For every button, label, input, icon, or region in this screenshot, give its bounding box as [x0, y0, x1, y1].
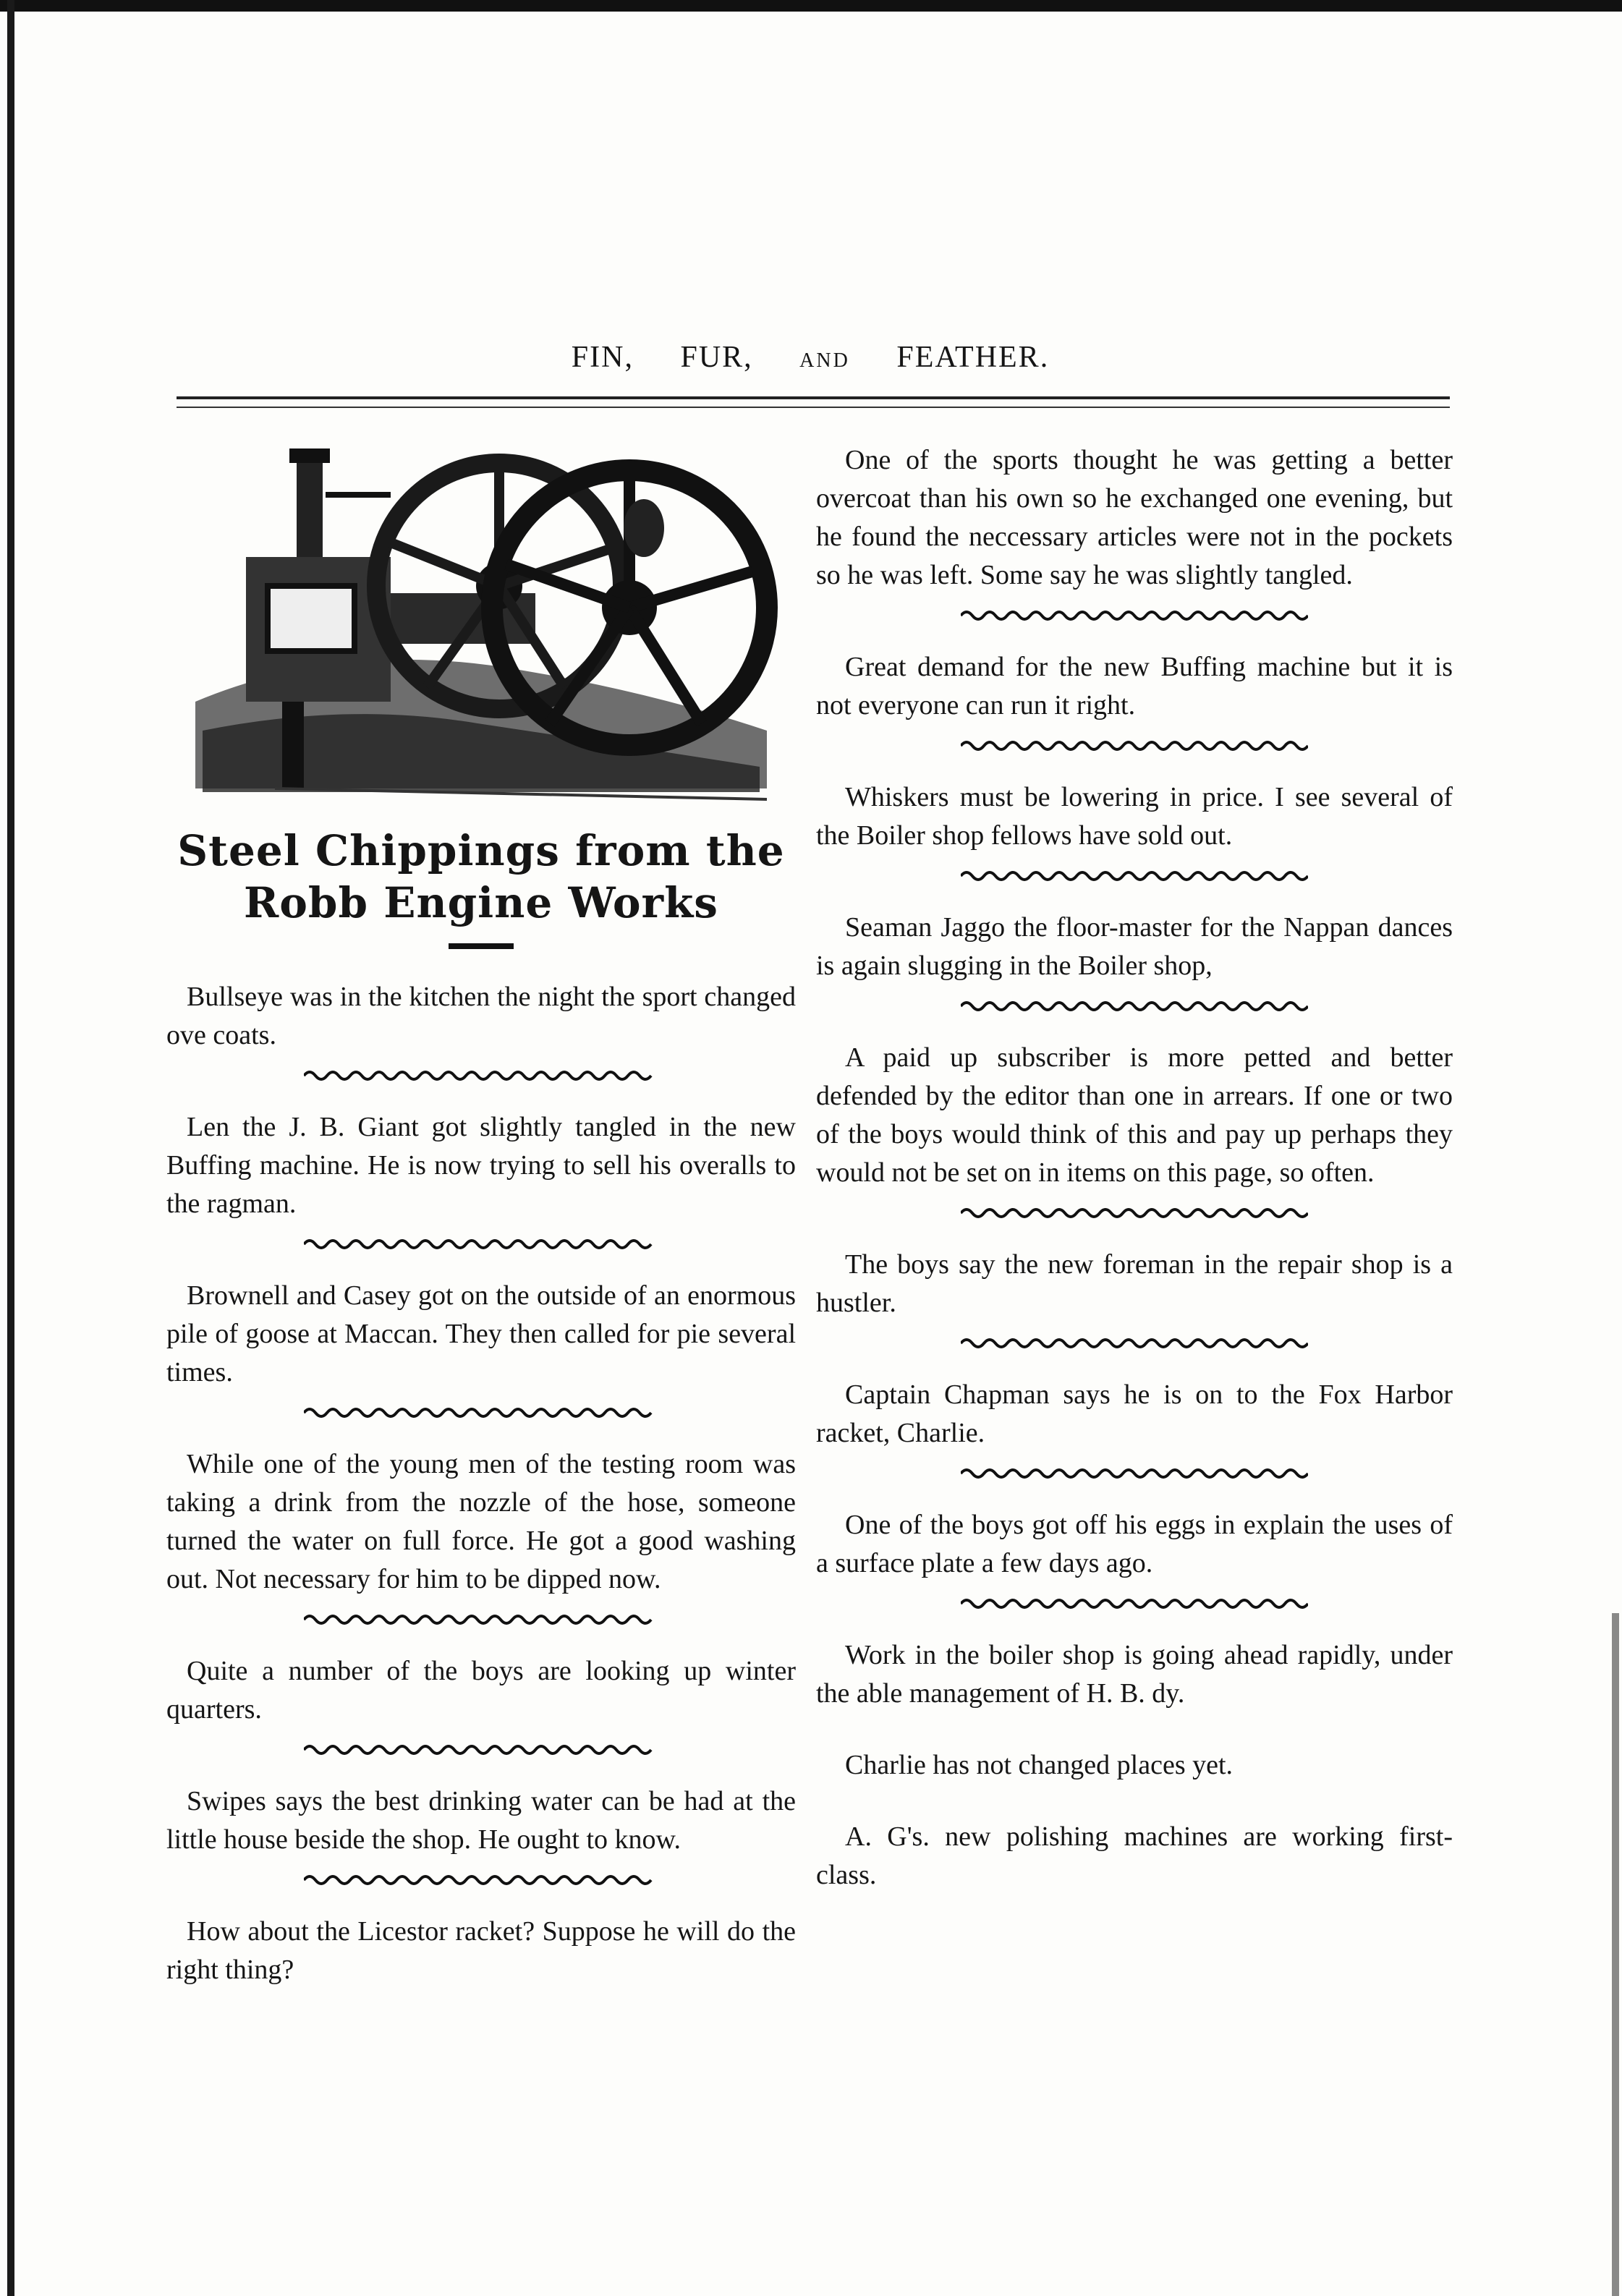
header-rule-thin — [177, 407, 1450, 408]
article-title: Steel Chippings from the Robb Engine Works — [177, 826, 785, 927]
right-item-9: Work in the boiler shop is going ahead rapidly, under the able management of H. B. dy. — [816, 1640, 1453, 1709]
header-fin: FIN, — [571, 341, 634, 374]
wavy-divider — [961, 998, 1308, 1014]
header-and: AND — [799, 349, 850, 372]
wavy-divider — [961, 1466, 1308, 1481]
right-item-11: A. G's. new polishing machines are working first-class. — [816, 1821, 1453, 1890]
wavy-divider — [961, 1335, 1308, 1351]
right-item-1: One of the sports thought he was getting a better overcoat than his own so he exchanged one evening, but he found the neccessary articles were not in the pockets so he was left. Some say he was slightly tangled. — [816, 445, 1453, 590]
header-feather: FEATHER. — [896, 341, 1050, 374]
header-rule-thick — [177, 396, 1450, 399]
left-item-3: Brownell and Casey got on the outside of an enormous pile of goose at Maccan. They then called for pie several times. — [166, 1280, 796, 1387]
left-column — [166, 427, 796, 1989]
left-item-7: How about the Licestor racket? Suppose he will do the right thing? — [166, 1916, 796, 1985]
wavy-divider — [304, 1405, 658, 1421]
wavy-divider — [961, 1205, 1308, 1221]
wavy-divider — [304, 1742, 658, 1758]
title-dash — [449, 943, 514, 949]
left-item-4: While one of the young men of the testing room was taking a drink from the nozzle of the hose, someone turned the water on full force. He got a good washing out. Not necessary for him to be dipped now. — [166, 1449, 796, 1594]
left-item-2: Len the J. B. Giant got slightly tangled in the new Buffing machine. He is now trying to sell his overalls to the ragman. — [166, 1112, 796, 1219]
engine-illustration-icon — [188, 427, 781, 810]
page-left-border — [7, 0, 14, 2296]
right-column — [816, 441, 1453, 1895]
header-fur: FUR, — [680, 341, 753, 374]
wavy-divider — [961, 1596, 1308, 1612]
right-item-5: A paid up subscriber is more petted and better defended by the editor than one in arrears. If one or two of the boys would think of this and pay up perhaps they would not be set on in items on this page, so often. — [816, 1042, 1453, 1188]
page-header — [174, 340, 1447, 375]
right-item-7: Captain Chapman says he is on to the Fox Harbor racket, Charlie. — [816, 1379, 1453, 1448]
wavy-divider — [304, 1872, 658, 1888]
wavy-divider — [961, 608, 1308, 624]
right-item-8: One of the boys got off his eggs in explain the uses of a surface plate a few days ago. — [816, 1510, 1453, 1578]
right-item-4: Seaman Jaggo the floor-master for the Nappan dances is again slugging in the Boiler shop, — [816, 912, 1453, 981]
wavy-divider — [304, 1236, 658, 1252]
wavy-divider — [304, 1068, 658, 1084]
right-item-2: Great demand for the new Buffing machine but it is not everyone can run it right. — [816, 652, 1453, 720]
right-item-6: The boys say the new foreman in the repair shop is a hustler. — [816, 1249, 1453, 1318]
left-item-6: Swipes says the best drinking water can be had at the little house beside the shop. He ought to know. — [166, 1786, 796, 1855]
right-item-10: Charlie has not changed places yet. — [845, 1750, 1234, 1780]
left-item-5: Quite a number of the boys are looking up winter quarters. — [166, 1656, 796, 1725]
left-item-1: Bullseye was in the kitchen the night the sport changed ove coats. — [166, 982, 796, 1050]
right-item-3: Whiskers must be lowering in price. I see several of the Boiler shop fellows have sold out. — [816, 782, 1453, 851]
page-right-edge — [1612, 1613, 1619, 2296]
wavy-divider — [304, 1612, 658, 1628]
wavy-divider — [961, 738, 1308, 754]
wavy-divider — [961, 868, 1308, 884]
page-top-border — [0, 0, 1622, 12]
